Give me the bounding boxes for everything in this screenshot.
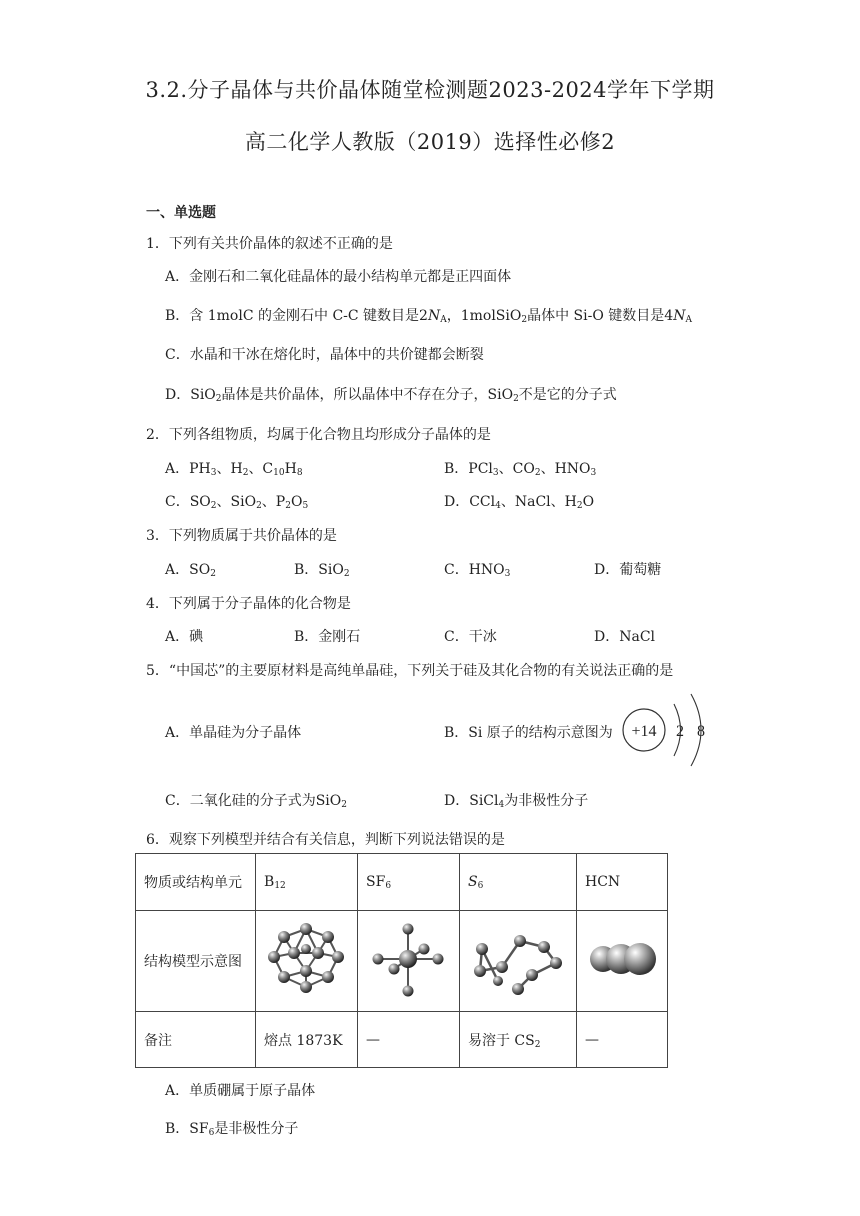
q4-option-b[interactable]: B．金刚石 — [294, 629, 361, 645]
q2-d-4: 2 — [576, 501, 583, 511]
q1-d-text-1: D．SiO — [165, 387, 216, 403]
q2-d-3: 、NaCl、H — [500, 494, 577, 510]
si-atom-structure-diagram — [619, 690, 719, 770]
q2-a-2: 3 — [210, 468, 217, 478]
q3-b-2: 2 — [343, 569, 350, 579]
q1-b-sub-2: 2 — [521, 315, 528, 325]
q2-c-4: 2 — [256, 501, 262, 511]
q1-b-text-2: ，1molSiO — [446, 308, 522, 324]
question-4-stem: 4．下列属于分子晶体的化合物是 — [146, 596, 351, 612]
q5-option-a[interactable]: A．单晶硅为分子晶体 — [165, 725, 302, 741]
question-5-stem: 5．“中国芯”的主要原材料是高纯单晶硅，下列关于硅及其化合物的有关说法正确的是 — [146, 663, 674, 679]
q2-option-a[interactable] — [165, 458, 303, 478]
question-1-stem: 1．下列有关共价晶体的叙述不正确的是 — [146, 236, 393, 252]
q2-a-6: 10 — [273, 468, 285, 478]
q5-option-d[interactable] — [444, 790, 588, 810]
q2-c-2: 2 — [210, 501, 217, 511]
q4-option-a[interactable]: A．碘 — [165, 629, 204, 645]
table-model-label: 结构模型示意图 — [136, 911, 256, 1012]
q2-a-1: A．PH — [165, 461, 211, 477]
q3-c-1: C．HNO — [444, 562, 505, 578]
s6-note-sub: 2 — [534, 1039, 541, 1050]
q1-b-n-2: N — [673, 308, 686, 324]
q1-b-value-1: 2 — [419, 308, 428, 324]
q4-option-c[interactable]: C．干冰 — [444, 629, 497, 645]
q5-d-1: D．SiCl — [444, 793, 499, 809]
s6-sub: 6 — [477, 880, 484, 891]
q2-b-1: B．PCl — [444, 461, 493, 477]
q1-option-d[interactable] — [165, 384, 617, 404]
sf6-model-cell — [358, 911, 460, 1012]
hcn-model-cell — [577, 911, 668, 1012]
nucleus-charge: +14 — [631, 723, 657, 740]
q5-c-1: C．二氧化硅的分子式为SiO — [165, 793, 342, 809]
q2-c-3: 、SiO — [216, 494, 257, 510]
page-title-line1: 3.2.分子晶体与共价晶体随堂检测题2023-2024学年下学期 — [145, 78, 715, 102]
q2-a-5: 、C — [248, 461, 274, 477]
q1-b-text-3: 晶体中 Si-O 键数目是 — [527, 308, 665, 324]
q5-d-3: 为非极性分子 — [504, 793, 589, 809]
shell-1-electrons: 2 — [676, 723, 684, 740]
q2-d-5: O — [582, 494, 595, 510]
q4-option-d[interactable]: D．NaCl — [594, 629, 656, 645]
q2-option-b[interactable] — [444, 458, 596, 478]
q2-d-1: D．CCl — [444, 494, 496, 510]
q2-b-3: 、CO — [498, 461, 535, 477]
table-header-label: 物质或结构单元 — [136, 854, 256, 911]
sf6-symbol: SF — [366, 873, 386, 890]
b12-symbol: B — [264, 873, 275, 890]
s6-model-cell — [459, 911, 576, 1012]
q2-c-1: C．SO — [165, 494, 211, 510]
sf6-note: — — [358, 1012, 460, 1068]
b12-sub: 12 — [274, 880, 286, 891]
q1-d-text-2: 晶体是共价晶体，所以晶体中不存在分子，SiO — [221, 387, 514, 403]
q2-d-2: 4 — [495, 501, 501, 511]
q1-option-c[interactable]: C．水晶和干冰在熔化时，晶体中的共价键都会断裂 — [165, 347, 484, 363]
sf6-sub: 6 — [385, 880, 392, 891]
q2-c-6: 2 — [285, 501, 291, 511]
q1-d-sub-2: 2 — [513, 394, 519, 404]
q3-option-b[interactable] — [294, 559, 350, 579]
s6-note — [459, 1012, 576, 1068]
q5-option-c[interactable] — [165, 790, 347, 810]
question-2-stem: 2．下列各组物质，均属于化合物且均形成分子晶体的是 — [146, 427, 491, 443]
q6-option-b[interactable] — [165, 1118, 298, 1138]
q1-b-text-1: B．含 1molC 的金刚石中 C-C 键数目是 — [165, 308, 420, 324]
q1-option-a[interactable]: A．金刚石和二氧化硅晶体的最小结构单元都是正四面体 — [165, 269, 512, 285]
q2-c-8: 5 — [302, 501, 309, 511]
q2-option-d[interactable] — [444, 491, 594, 511]
q2-a-8: 8 — [296, 468, 303, 478]
b12-model-cell — [256, 911, 358, 1012]
s6-note-text: 易溶于 CS — [467, 1032, 535, 1049]
q1-d-sub-1: 2 — [215, 394, 222, 404]
q2-a-4: 2 — [242, 468, 249, 478]
q2-c-5: 、P — [261, 494, 286, 510]
table-cell-b12 — [256, 854, 358, 911]
q6-option-a[interactable]: A．单质硼属于原子晶体 — [165, 1083, 316, 1099]
s6-symbol: S — [467, 873, 478, 890]
q6-b-3: 是非极性分子 — [214, 1121, 299, 1137]
q3-a-1: A．SO — [165, 562, 211, 578]
q5-d-2: 4 — [498, 800, 505, 810]
table-cell-sf6 — [358, 854, 460, 911]
q2-b-4: 2 — [534, 468, 541, 478]
q3-c-2: 3 — [504, 569, 511, 579]
q2-a-3: 、H — [216, 461, 243, 477]
q1-b-sub-a: A — [440, 315, 447, 325]
table-cell-hcn: HCN — [577, 854, 668, 911]
q6-b-2: 6 — [208, 1128, 215, 1138]
q1-b-n: N — [427, 308, 441, 324]
page-title-line2: 高二化学人教版（2019）选择性必修2 — [244, 130, 616, 154]
q1-d-text-3: 不是它的分子式 — [518, 387, 617, 403]
q1-b-value-2: 4 — [664, 308, 674, 324]
s6-model-image — [468, 919, 568, 999]
q2-a-7: H — [284, 461, 297, 477]
hcn-note: — — [577, 1012, 668, 1068]
q3-option-a[interactable] — [165, 559, 216, 579]
q2-b-6: 3 — [590, 468, 597, 478]
q3-option-d[interactable]: D．葡萄糖 — [594, 562, 662, 578]
section-title: 一、单选题 — [146, 205, 216, 221]
q3-b-1: B．SiO — [294, 562, 344, 578]
b12-model-image — [264, 919, 348, 999]
q2-b-2: 3 — [492, 468, 499, 478]
q6-b-1: B．SF — [165, 1121, 209, 1137]
q3-option-c[interactable] — [444, 559, 510, 579]
q3-a-2: 2 — [210, 569, 216, 579]
structure-model-table — [135, 853, 668, 1068]
sf6-model-image — [366, 919, 450, 999]
q5-c-2: 2 — [341, 800, 347, 810]
question-6-stem: 6．观察下列模型并结合有关信息，判断下列说法错误的是 — [146, 832, 505, 848]
q1-option-b[interactable] — [165, 305, 692, 325]
q2-b-5: 、HNO — [540, 461, 591, 477]
question-3-stem: 3．下列物质属于共价晶体的是 — [146, 528, 337, 544]
shell-2-electrons: 8 — [697, 723, 705, 740]
q2-c-7: O — [290, 494, 303, 510]
table-cell-s6 — [459, 854, 576, 911]
q1-b-sub-a-2: A — [685, 315, 692, 325]
hcn-model-image — [585, 929, 659, 989]
q5-option-b[interactable]: B．Si 原子的结构示意图为 — [444, 725, 613, 741]
table-note-label: 备注 — [136, 1012, 256, 1068]
q2-option-c[interactable] — [165, 491, 308, 511]
b12-note: 熔点 1873K — [256, 1012, 358, 1068]
